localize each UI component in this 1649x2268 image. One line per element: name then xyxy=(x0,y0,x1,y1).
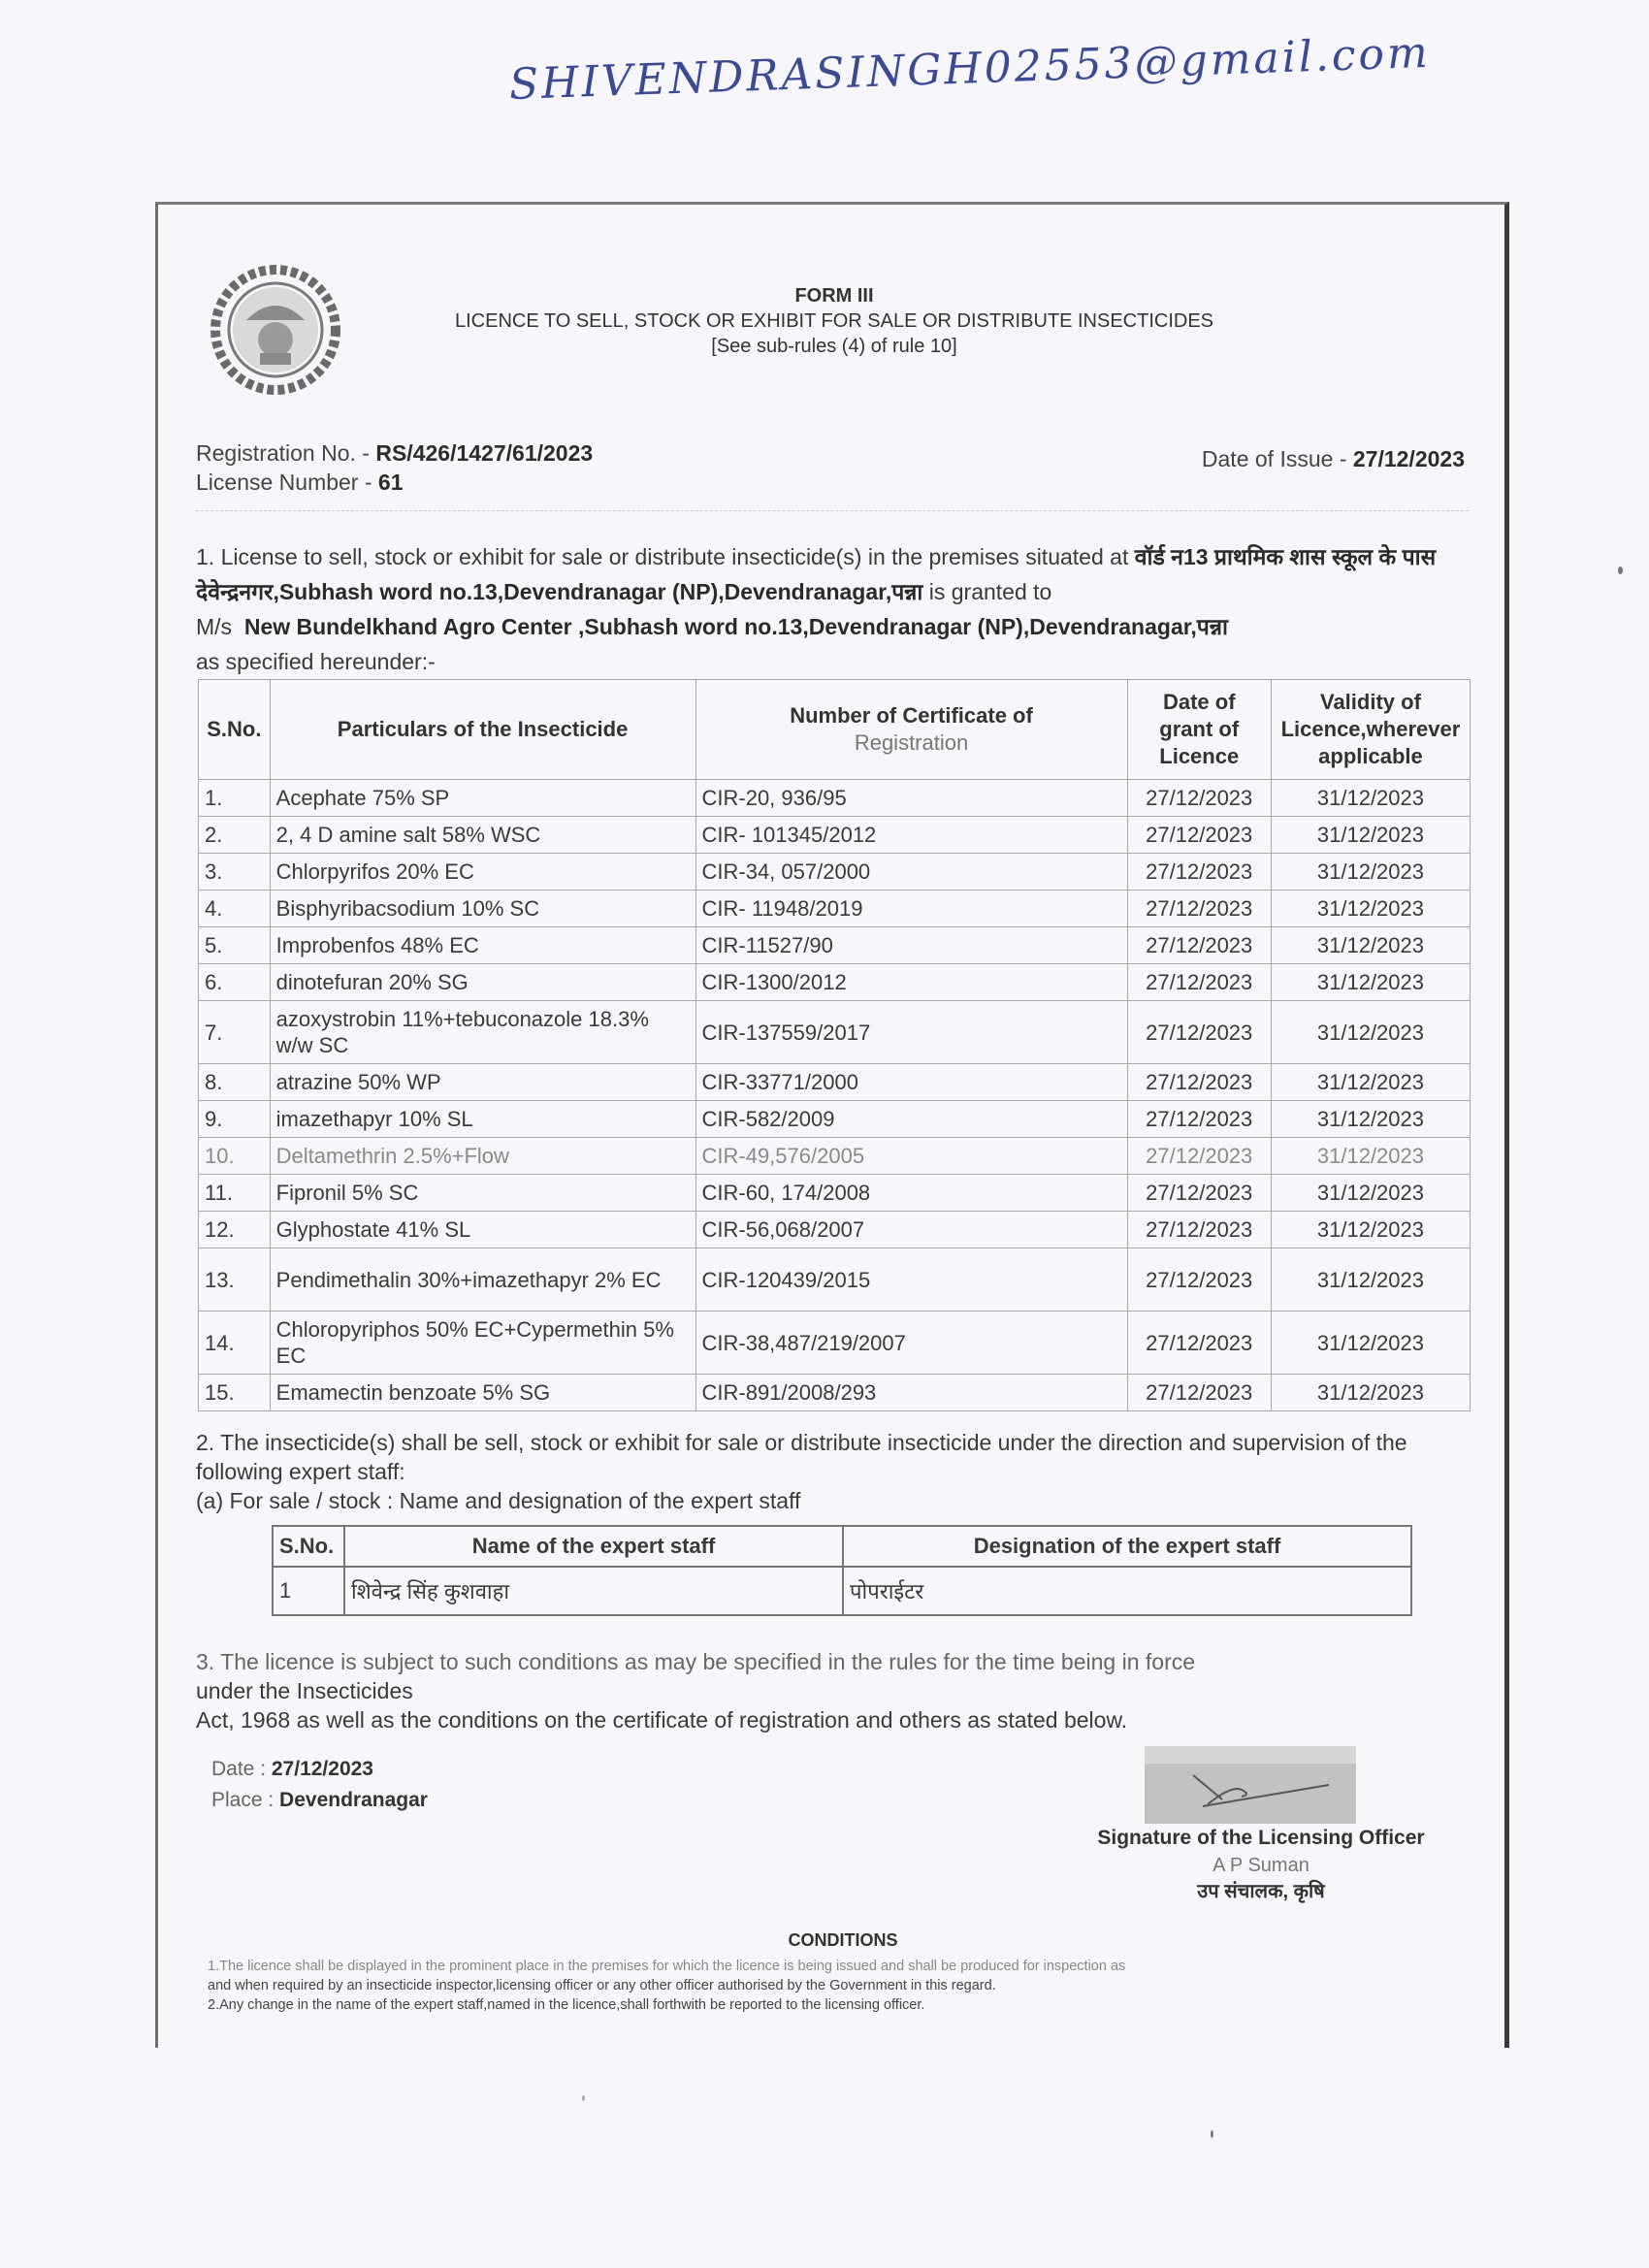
table-row xyxy=(199,1101,1471,1138)
licensing-officer-signature xyxy=(1057,1824,1465,1905)
row-grant-date: 27/12/2023 xyxy=(1127,780,1271,817)
date-label: Date : xyxy=(211,1758,272,1780)
row-validity-date: 31/12/2023 xyxy=(1271,854,1470,891)
license-number: 61 xyxy=(377,470,404,495)
row-certificate-number: CIR-11527/90 xyxy=(695,927,1127,964)
table-row xyxy=(199,1212,1471,1248)
row-insecticide-name: Deltamethrin 2.5%+Flow xyxy=(270,1138,695,1175)
handwritten-email-note: SHIVENDRASINGH02553@gmail.com xyxy=(508,27,1432,110)
row-sno: 7. xyxy=(199,1001,271,1064)
staff-designation: पोपराईटर xyxy=(843,1567,1411,1615)
section-1-intro: 1. License to sell, stock or exhibit for sale or distribute insecticide(s) in the premises situated at xyxy=(196,544,1135,569)
condition-item: and when required by an insecticide inspector,licensing officer or any other officer authorised by the Government in this regard. xyxy=(208,1978,996,1993)
condition-item: 1.The licence shall be displayed in the prominent place in the premises for which the licence is being issued and shall be produced for inspection as xyxy=(208,1959,1126,1974)
row-grant-date: 27/12/2023 xyxy=(1127,1375,1271,1411)
row-validity-date: 31/12/2023 xyxy=(1271,1248,1470,1312)
officer-name: A P Suman xyxy=(1212,1855,1310,1876)
header-certificate-line2: Registration xyxy=(854,730,969,755)
staff-row xyxy=(273,1567,1411,1615)
table-row xyxy=(199,780,1471,817)
registration-number: RS/426/1427/61/2023 xyxy=(375,440,594,466)
sign-date: 27/12/2023 xyxy=(271,1758,373,1780)
form-title: LICENCE TO SELL, STOCK OR EXHIBIT FOR SALE OR DISTRIBUTE INSECTICIDES xyxy=(454,310,1214,332)
table-row xyxy=(199,854,1471,891)
form-subtitle: [See sub-rules (4) of rule 10] xyxy=(711,336,957,357)
section-2-expert-staff xyxy=(196,1428,1476,1515)
header-sno: S.No. xyxy=(199,680,271,780)
row-certificate-number: CIR-1300/2012 xyxy=(695,964,1127,1001)
table-row xyxy=(199,1064,1471,1101)
firm-address: ,Subhash word no.13,Devendranagar (NP),Devendranagar,पन्ना xyxy=(571,614,1228,639)
row-sno: 11. xyxy=(199,1175,271,1212)
row-certificate-number: CIR-38,487/219/2007 xyxy=(695,1312,1127,1375)
row-certificate-number: CIR-891/2008/293 xyxy=(695,1375,1127,1411)
row-grant-date: 27/12/2023 xyxy=(1127,1138,1271,1175)
table-header-row xyxy=(199,680,1471,780)
row-insecticide-name: Pendimethalin 30%+imazethapyr 2% EC xyxy=(270,1248,695,1312)
conditions-section xyxy=(208,1930,1478,2015)
row-grant-date: 27/12/2023 xyxy=(1127,1064,1271,1101)
row-validity-date: 31/12/2023 xyxy=(1271,1312,1470,1375)
row-sno: 3. xyxy=(199,854,271,891)
row-validity-date: 31/12/2023 xyxy=(1271,780,1470,817)
row-sno: 5. xyxy=(199,927,271,964)
staff-header-sno: S.No. xyxy=(273,1526,344,1567)
row-sno: 8. xyxy=(199,1064,271,1101)
row-validity-date: 31/12/2023 xyxy=(1271,1175,1470,1212)
row-sno: 13. xyxy=(199,1248,271,1312)
granted-to-text: is granted to xyxy=(922,579,1052,604)
row-grant-date: 27/12/2023 xyxy=(1127,817,1271,854)
registration-meta xyxy=(196,438,593,497)
row-certificate-number: CIR- 101345/2012 xyxy=(695,817,1127,854)
officer-signature-image xyxy=(1145,1746,1356,1824)
table-row xyxy=(199,1001,1471,1064)
row-certificate-number: CIR-582/2009 xyxy=(695,1101,1127,1138)
divider xyxy=(196,510,1469,511)
section-2-text: 2. The insecticide(s) shall be sell, stock or exhibit for sale or distribute insecticide under the direction and supervision of the following expert staff: xyxy=(196,1430,1407,1484)
row-insecticide-name: dinotefuran 20% SG xyxy=(270,964,695,1001)
row-certificate-number: CIR-137559/2017 xyxy=(695,1001,1127,1064)
issue-date-meta xyxy=(1202,446,1465,472)
issue-date: 27/12/2023 xyxy=(1352,446,1465,471)
row-validity-date: 31/12/2023 xyxy=(1271,1001,1470,1064)
header-certificate-line1: Number of Certificate of xyxy=(790,703,1033,728)
row-certificate-number: CIR-34, 057/2000 xyxy=(695,854,1127,891)
row-grant-date: 27/12/2023 xyxy=(1127,927,1271,964)
table-row xyxy=(199,1175,1471,1212)
scan-speck xyxy=(1618,567,1623,574)
row-sno: 10. xyxy=(199,1138,271,1175)
row-sno: 2. xyxy=(199,817,271,854)
section-3-line2: under the Insecticides xyxy=(196,1678,413,1703)
table-row xyxy=(199,1312,1471,1375)
sign-place: Devendranagar xyxy=(279,1789,428,1811)
row-insecticide-name: Bisphyribacsodium 10% SC xyxy=(270,891,695,927)
staff-header-row xyxy=(273,1526,1411,1567)
section-3-line3: Act, 1968 as well as the conditions on the certificate of registration and others as stated below. xyxy=(196,1707,1128,1733)
row-grant-date: 27/12/2023 xyxy=(1127,1175,1271,1212)
table-row xyxy=(199,817,1471,854)
scan-speck xyxy=(1211,2130,1213,2138)
row-sno: 1. xyxy=(199,780,271,817)
staff-header-name: Name of the expert staff xyxy=(344,1526,843,1567)
row-sno: 6. xyxy=(199,964,271,1001)
table-row xyxy=(199,891,1471,927)
specified-text: as specified hereunder:- xyxy=(196,649,436,674)
header-particulars: Particulars of the Insecticide xyxy=(270,680,695,780)
row-certificate-number: CIR-49,576/2005 xyxy=(695,1138,1127,1175)
conditions-title: CONDITIONS xyxy=(788,1930,898,1950)
row-sno: 9. xyxy=(199,1101,271,1138)
row-insecticide-name: Chloropyriphos 50% EC+Cypermethin 5% EC xyxy=(270,1312,695,1375)
header-certificate xyxy=(695,680,1127,780)
table-row xyxy=(199,1138,1471,1175)
row-certificate-number: CIR-20, 936/95 xyxy=(695,780,1127,817)
row-insecticide-name: Acephate 75% SP xyxy=(270,780,695,817)
ms-label: M/s xyxy=(196,614,239,639)
scan-speck xyxy=(582,2095,585,2101)
row-grant-date: 27/12/2023 xyxy=(1127,1312,1271,1375)
state-emblem-seal-icon xyxy=(204,252,347,407)
row-sno: 15. xyxy=(199,1375,271,1411)
row-sno: 12. xyxy=(199,1212,271,1248)
row-validity-date: 31/12/2023 xyxy=(1271,891,1470,927)
row-grant-date: 27/12/2023 xyxy=(1127,854,1271,891)
signature-title: Signature of the Licensing Officer xyxy=(1097,1827,1425,1849)
row-insecticide-name: Improbenfos 48% EC xyxy=(270,927,695,964)
row-certificate-number: CIR- 11948/2019 xyxy=(695,891,1127,927)
issue-date-label: Date of Issue - xyxy=(1201,446,1353,471)
form-header xyxy=(349,283,1319,359)
firm-name: New Bundelkhand Agro Center xyxy=(243,614,572,639)
row-grant-date: 27/12/2023 xyxy=(1127,1101,1271,1138)
table-row xyxy=(199,964,1471,1001)
row-validity-date: 31/12/2023 xyxy=(1271,1101,1470,1138)
form-number: FORM III xyxy=(794,285,874,307)
expert-staff-table xyxy=(272,1525,1412,1616)
date-place-block xyxy=(211,1754,428,1816)
row-validity-date: 31/12/2023 xyxy=(1271,1064,1470,1101)
row-certificate-number: CIR-56,068/2007 xyxy=(695,1212,1127,1248)
section-1-grant xyxy=(196,539,1476,679)
row-certificate-number: CIR-33771/2000 xyxy=(695,1064,1127,1101)
row-validity-date: 31/12/2023 xyxy=(1271,1375,1470,1411)
row-insecticide-name: Chlorpyrifos 20% EC xyxy=(270,854,695,891)
row-insecticide-name: imazethapyr 10% SL xyxy=(270,1101,695,1138)
row-sno: 4. xyxy=(199,891,271,927)
row-insecticide-name: Emamectin benzoate 5% SG xyxy=(270,1375,695,1411)
officer-designation: उप संचालक, कृषि xyxy=(1197,1881,1325,1902)
row-validity-date: 31/12/2023 xyxy=(1271,1138,1470,1175)
table-row xyxy=(199,1375,1471,1411)
premises-address: वॉर्ड न13 प्राथमिक शास स्कूल के पास देवेन्द्रनगर,Subhash word no.13,Devendranagar (NP),Devendranagar,पन्ना xyxy=(196,544,1437,604)
section-2-sub: (a) For sale / stock : Name and designation of the expert staff xyxy=(196,1488,801,1513)
registration-label: Registration No. - xyxy=(196,440,376,466)
row-certificate-number: CIR-60, 174/2008 xyxy=(695,1175,1127,1212)
row-sno: 14. xyxy=(199,1312,271,1375)
table-row xyxy=(199,1248,1471,1312)
license-label: License Number - xyxy=(196,470,378,495)
insecticide-table xyxy=(198,679,1471,1411)
table-row xyxy=(199,927,1471,964)
header-grant-date: Date of grant of Licence xyxy=(1127,680,1271,780)
staff-sno: 1 xyxy=(273,1567,344,1615)
row-insecticide-name: azoxystrobin 11%+tebuconazole 18.3% w/w SC xyxy=(270,1001,695,1064)
row-grant-date: 27/12/2023 xyxy=(1127,1248,1271,1312)
section-3-conditions-note xyxy=(196,1647,1476,1734)
staff-name: शिवेन्द्र सिंह कुशवाहा xyxy=(344,1567,843,1615)
row-insecticide-name: Fipronil 5% SC xyxy=(270,1175,695,1212)
row-validity-date: 31/12/2023 xyxy=(1271,817,1470,854)
section-3-line1: 3. The licence is subject to such conditions as may be specified in the rules for the time being in force xyxy=(196,1649,1196,1674)
row-grant-date: 27/12/2023 xyxy=(1127,1212,1271,1248)
row-validity-date: 31/12/2023 xyxy=(1271,964,1470,1001)
place-label: Place : xyxy=(211,1789,280,1811)
row-insecticide-name: atrazine 50% WP xyxy=(270,1064,695,1101)
row-insecticide-name: Glyphostate 41% SL xyxy=(270,1212,695,1248)
staff-header-designation: Designation of the expert staff xyxy=(843,1526,1411,1567)
row-validity-date: 31/12/2023 xyxy=(1271,1212,1470,1248)
row-insecticide-name: 2, 4 D amine salt 58% WSC xyxy=(270,817,695,854)
header-validity: Validity of Licence,wherever applicable xyxy=(1271,680,1470,780)
condition-item: 2.Any change in the name of the expert staff,named in the licence,shall forthwith be reported to the licensing officer. xyxy=(208,1997,925,2013)
row-certificate-number: CIR-120439/2015 xyxy=(695,1248,1127,1312)
row-validity-date: 31/12/2023 xyxy=(1271,927,1470,964)
row-grant-date: 27/12/2023 xyxy=(1127,891,1271,927)
row-grant-date: 27/12/2023 xyxy=(1127,1001,1271,1064)
row-grant-date: 27/12/2023 xyxy=(1127,964,1271,1001)
